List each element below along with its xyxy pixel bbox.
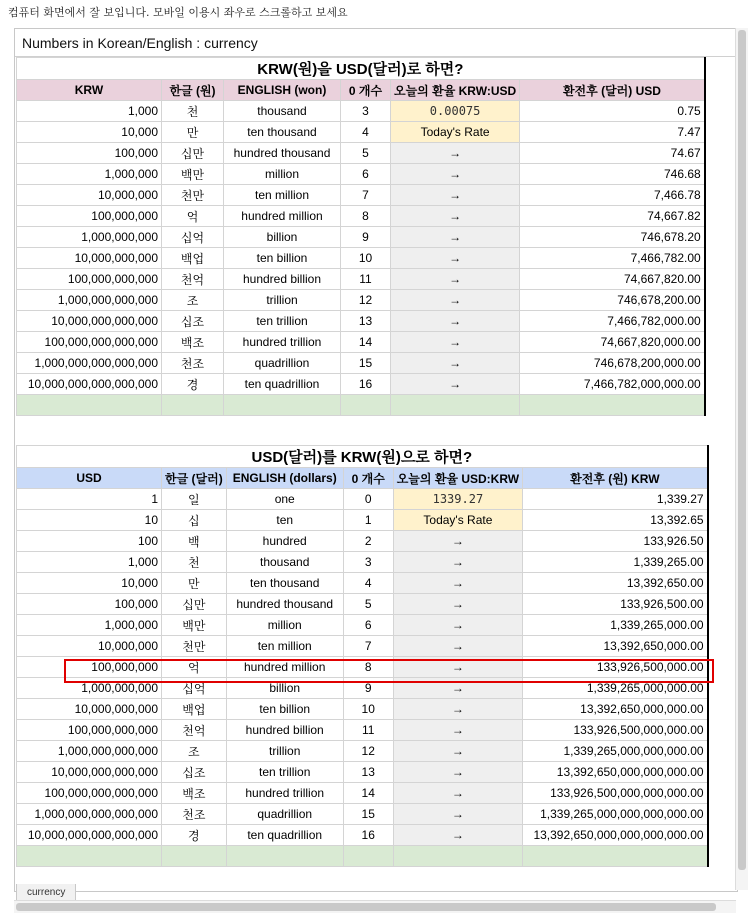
spacer-cell [393, 846, 522, 867]
table-row [17, 227, 705, 248]
zero-count-cell[interactable]: 4 [343, 573, 393, 594]
korean-cell[interactable]: 천 [162, 101, 224, 122]
exchange-rate-cell[interactable]: 0.00075 [391, 101, 520, 122]
arrow-cell[interactable]: → [393, 531, 522, 552]
korean-cell[interactable]: 경 [162, 825, 227, 846]
zero-count-cell[interactable]: 16 [341, 374, 391, 395]
english-cell[interactable]: ten quadrillion [224, 374, 341, 395]
converted-cell[interactable]: 7,466,782,000.00 [520, 311, 705, 332]
table-row [17, 804, 708, 825]
amount-cell[interactable]: 10 [17, 510, 162, 531]
converted-cell[interactable]: 7,466,782,000,000.00 [520, 374, 705, 395]
spacer-cell [17, 846, 162, 867]
korean-cell[interactable]: 십억 [162, 227, 224, 248]
table-row [17, 122, 705, 143]
zero-count-cell[interactable]: 14 [341, 332, 391, 353]
table-row [17, 678, 708, 699]
amount-cell[interactable]: 10,000,000 [17, 636, 162, 657]
zero-count-cell[interactable]: 5 [341, 143, 391, 164]
korean-cell[interactable]: 십 [162, 510, 227, 531]
arrow-cell[interactable]: → [393, 615, 522, 636]
english-cell[interactable]: ten thousand [226, 573, 343, 594]
korean-cell[interactable]: 천조 [162, 804, 227, 825]
amount-cell[interactable]: 1,000,000,000 [17, 678, 162, 699]
korean-cell[interactable]: 천 [162, 552, 227, 573]
zero-count-cell[interactable]: 8 [341, 206, 391, 227]
korean-cell[interactable]: 백업 [162, 248, 224, 269]
english-cell[interactable]: billion [226, 678, 343, 699]
arrow-cell[interactable]: → [391, 143, 520, 164]
zero-count-cell[interactable]: 15 [341, 353, 391, 374]
english-cell[interactable]: hundred trillion [226, 783, 343, 804]
spacer-cell [162, 395, 224, 416]
english-cell[interactable]: ten thousand [224, 122, 341, 143]
english-cell[interactable]: one [226, 489, 343, 510]
converted-cell[interactable]: 133,926,500,000,000.00 [523, 720, 708, 741]
amount-cell[interactable]: 10,000 [17, 573, 162, 594]
converted-cell[interactable]: 1,339.27 [523, 489, 708, 510]
arrow-cell[interactable]: → [391, 248, 520, 269]
zero-count-cell[interactable]: 8 [343, 657, 393, 678]
english-cell[interactable]: hundred million [226, 657, 343, 678]
table-row [17, 311, 705, 332]
exchange-rate-cell[interactable]: 1339.27 [393, 489, 522, 510]
col-header: ENGLISH (dollars) [226, 468, 343, 489]
converted-cell[interactable]: 13,392,650,000.00 [523, 636, 708, 657]
table-row [17, 290, 705, 311]
table-row [17, 762, 708, 783]
converted-cell[interactable]: 13,392,650,000,000,000,000.00 [523, 825, 708, 846]
spacer-cell [224, 395, 341, 416]
korean-cell[interactable]: 십조 [162, 762, 227, 783]
usd-section-title: USD(달러)를 KRW(원)으로 하면? [17, 446, 708, 468]
english-cell[interactable]: ten billion [224, 248, 341, 269]
table-row [17, 332, 705, 353]
arrow-cell[interactable]: → [393, 657, 522, 678]
spacer-cell [17, 395, 162, 416]
converted-cell[interactable]: 1,339,265.00 [523, 552, 708, 573]
amount-cell[interactable]: 1,000 [17, 101, 162, 122]
zero-count-cell[interactable]: 3 [341, 101, 391, 122]
korean-cell[interactable]: 만 [162, 122, 224, 143]
arrow-cell[interactable]: → [391, 290, 520, 311]
converted-cell[interactable]: 13,392,650,000,000,000.00 [523, 762, 708, 783]
col-header: 환전후 (달러) USD [520, 80, 705, 101]
arrow-cell[interactable]: → [393, 720, 522, 741]
table-row [17, 594, 708, 615]
spacer-row [17, 846, 708, 867]
english-cell[interactable]: hundred billion [224, 269, 341, 290]
amount-cell[interactable]: 1,000,000,000,000,000 [17, 804, 162, 825]
table-row [17, 269, 705, 290]
english-cell[interactable]: hundred thousand [224, 143, 341, 164]
amount-cell[interactable]: 1,000,000 [17, 164, 162, 185]
zero-count-cell[interactable]: 13 [343, 762, 393, 783]
zero-count-cell[interactable]: 11 [343, 720, 393, 741]
amount-cell[interactable]: 100 [17, 531, 162, 552]
table-row [17, 531, 708, 552]
arrow-cell[interactable]: → [393, 783, 522, 804]
table-row [17, 248, 705, 269]
sheet-tab-currency[interactable]: currency [16, 884, 76, 901]
english-cell[interactable]: ten [226, 510, 343, 531]
arrow-cell[interactable]: → [391, 374, 520, 395]
converted-cell[interactable]: 7,466.78 [520, 185, 705, 206]
zero-count-cell[interactable]: 12 [343, 741, 393, 762]
zero-count-cell[interactable]: 6 [343, 615, 393, 636]
korean-cell[interactable]: 십만 [162, 143, 224, 164]
zero-count-cell[interactable]: 13 [341, 311, 391, 332]
korean-cell[interactable]: 조 [162, 741, 227, 762]
spacer-cell [226, 846, 343, 867]
amount-cell[interactable]: 100,000,000 [17, 206, 162, 227]
sheet-title: Numbers in Korean/English : currency [15, 29, 737, 57]
amount-cell[interactable]: 100,000,000,000 [17, 269, 162, 290]
table-row [17, 699, 708, 720]
converted-cell[interactable]: 1,339,265,000,000,000,000.00 [523, 804, 708, 825]
table-row [17, 657, 708, 678]
zero-count-cell[interactable]: 3 [343, 552, 393, 573]
table-row [17, 206, 705, 227]
amount-cell[interactable]: 1,000,000,000,000 [17, 290, 162, 311]
amount-cell[interactable]: 10,000,000,000,000,000 [17, 825, 162, 846]
zero-count-cell[interactable]: 12 [341, 290, 391, 311]
table-row [17, 720, 708, 741]
spacer-row [17, 395, 705, 416]
amount-cell[interactable]: 1 [17, 489, 162, 510]
table-row [17, 783, 708, 804]
arrow-cell[interactable]: → [393, 552, 522, 573]
english-cell[interactable]: hundred trillion [224, 332, 341, 353]
english-cell[interactable]: ten trillion [224, 311, 341, 332]
zero-count-cell[interactable]: 1 [343, 510, 393, 531]
korean-cell[interactable]: 천조 [162, 353, 224, 374]
table-row [17, 741, 708, 762]
table-row [17, 552, 708, 573]
amount-cell[interactable]: 10,000,000,000 [17, 248, 162, 269]
zero-count-cell[interactable]: 9 [341, 227, 391, 248]
converted-cell[interactable]: 1,339,265,000,000.00 [523, 678, 708, 699]
converted-cell[interactable]: 74,667,820,000.00 [520, 332, 705, 353]
arrow-cell[interactable]: → [391, 206, 520, 227]
horizontal-scrollbar[interactable] [14, 900, 736, 913]
col-header: 0 개수 [343, 468, 393, 489]
todays-rate-label[interactable]: Today's Rate [393, 510, 522, 531]
spacer-cell [162, 846, 227, 867]
converted-cell[interactable]: 746.68 [520, 164, 705, 185]
converted-cell[interactable]: 74,667.82 [520, 206, 705, 227]
amount-cell[interactable]: 1,000,000,000,000 [17, 741, 162, 762]
converted-cell[interactable]: 13,392,650,000,000.00 [523, 699, 708, 720]
zero-count-cell[interactable]: 14 [343, 783, 393, 804]
arrow-cell[interactable]: → [393, 699, 522, 720]
english-cell[interactable]: ten million [224, 185, 341, 206]
english-cell[interactable]: million [226, 615, 343, 636]
arrow-cell[interactable]: → [393, 594, 522, 615]
english-cell[interactable]: thousand [224, 101, 341, 122]
usd-to-krw-table [16, 445, 709, 867]
table-row [17, 615, 708, 636]
zero-count-cell[interactable]: 6 [341, 164, 391, 185]
english-cell[interactable]: hundred billion [226, 720, 343, 741]
arrow-cell[interactable]: → [393, 678, 522, 699]
spacer-cell [341, 395, 391, 416]
korean-cell[interactable]: 천만 [162, 636, 227, 657]
korean-cell[interactable]: 백조 [162, 332, 224, 353]
english-cell[interactable]: ten billion [226, 699, 343, 720]
amount-cell[interactable]: 100,000,000 [17, 657, 162, 678]
table-row [17, 374, 705, 395]
amount-cell[interactable]: 1,000 [17, 552, 162, 573]
arrow-cell[interactable]: → [393, 762, 522, 783]
col-header: 0 개수 [341, 80, 391, 101]
table-row [17, 573, 708, 594]
vertical-scrollbar[interactable] [735, 28, 748, 890]
english-cell[interactable]: hundred million [224, 206, 341, 227]
usd-header-row [17, 468, 708, 489]
converted-cell[interactable]: 746,678.20 [520, 227, 705, 248]
notice-text: 컴퓨터 화면에서 잘 보입니다. 모바일 이용시 좌우로 스크롤하고 보세요 [8, 6, 348, 19]
amount-cell[interactable]: 1,000,000 [17, 615, 162, 636]
converted-cell[interactable]: 1,339,265,000.00 [523, 615, 708, 636]
table-row [17, 489, 708, 510]
amount-cell[interactable]: 100,000,000,000,000 [17, 332, 162, 353]
english-cell[interactable]: hundred [226, 531, 343, 552]
todays-rate-label[interactable]: Today's Rate [391, 122, 520, 143]
amount-cell[interactable]: 100,000,000,000 [17, 720, 162, 741]
english-cell[interactable]: trillion [224, 290, 341, 311]
converted-cell[interactable]: 133,926.50 [523, 531, 708, 552]
amount-cell[interactable]: 10,000,000,000,000 [17, 762, 162, 783]
converted-cell[interactable]: 746,678,200,000.00 [520, 353, 705, 374]
amount-cell[interactable]: 1,000,000,000 [17, 227, 162, 248]
korean-cell[interactable]: 십만 [162, 594, 227, 615]
zero-count-cell[interactable]: 7 [341, 185, 391, 206]
converted-cell[interactable]: 1,339,265,000,000,000.00 [523, 741, 708, 762]
korean-cell[interactable]: 천억 [162, 269, 224, 290]
arrow-cell[interactable]: → [391, 227, 520, 248]
korean-cell[interactable]: 백업 [162, 699, 227, 720]
english-cell[interactable]: thousand [226, 552, 343, 573]
converted-cell[interactable]: 13,392,650.00 [523, 573, 708, 594]
scrollbar-thumb[interactable] [16, 903, 716, 911]
korean-cell[interactable]: 십억 [162, 678, 227, 699]
korean-cell[interactable]: 천억 [162, 720, 227, 741]
arrow-cell[interactable]: → [391, 164, 520, 185]
arrow-cell[interactable]: → [393, 804, 522, 825]
arrow-cell[interactable]: → [391, 269, 520, 290]
spacer-cell [523, 846, 708, 867]
arrow-cell[interactable]: → [393, 636, 522, 657]
amount-cell[interactable]: 100,000 [17, 143, 162, 164]
english-cell[interactable]: million [224, 164, 341, 185]
zero-count-cell[interactable]: 4 [341, 122, 391, 143]
converted-cell[interactable]: 746,678,200.00 [520, 290, 705, 311]
table-row [17, 636, 708, 657]
converted-cell[interactable]: 13,392.65 [523, 510, 708, 531]
english-cell[interactable]: ten million [226, 636, 343, 657]
korean-cell[interactable]: 일 [162, 489, 227, 510]
col-header: 오늘의 환율 USD:KRW [393, 468, 522, 489]
zero-count-cell[interactable]: 7 [343, 636, 393, 657]
col-header: USD [17, 468, 162, 489]
korean-cell[interactable]: 십조 [162, 311, 224, 332]
table-row [17, 101, 705, 122]
converted-cell[interactable]: 74.67 [520, 143, 705, 164]
scrollbar-thumb[interactable] [738, 30, 746, 870]
col-header: KRW [17, 80, 162, 101]
converted-cell[interactable]: 133,926,500.00 [523, 594, 708, 615]
spacer-cell [343, 846, 393, 867]
arrow-cell[interactable]: → [393, 741, 522, 762]
converted-cell[interactable]: 7.47 [520, 122, 705, 143]
korean-cell[interactable]: 억 [162, 206, 224, 227]
english-cell[interactable]: ten trillion [226, 762, 343, 783]
converted-cell[interactable]: 7,466,782.00 [520, 248, 705, 269]
spacer-cell [391, 395, 520, 416]
table-row [17, 143, 705, 164]
zero-count-cell[interactable]: 15 [343, 804, 393, 825]
korean-cell[interactable]: 경 [162, 374, 224, 395]
spreadsheet-frame [14, 28, 738, 892]
col-header: 한글 (원) [162, 80, 224, 101]
korean-cell[interactable]: 백조 [162, 783, 227, 804]
korean-cell[interactable]: 백 [162, 531, 227, 552]
amount-cell[interactable]: 10,000,000,000 [17, 699, 162, 720]
spacer-cell [520, 395, 705, 416]
arrow-cell[interactable]: → [393, 825, 522, 846]
krw-to-usd-table [16, 57, 706, 416]
amount-cell[interactable]: 100,000 [17, 594, 162, 615]
sheet-tab-bar [16, 884, 76, 900]
converted-cell[interactable]: 133,926,500,000.00 [523, 657, 708, 678]
korean-cell[interactable]: 만 [162, 573, 227, 594]
arrow-cell[interactable]: → [391, 311, 520, 332]
krw-section-title: KRW(원)을 USD(달러)로 하면? [17, 58, 705, 80]
amount-cell[interactable]: 10,000,000,000,000,000 [17, 374, 162, 395]
col-header: ENGLISH (won) [224, 80, 341, 101]
table-row [17, 185, 705, 206]
english-cell[interactable]: quadrillion [224, 353, 341, 374]
zero-count-cell[interactable]: 2 [343, 531, 393, 552]
amount-cell[interactable]: 10,000,000,000,000 [17, 311, 162, 332]
amount-cell[interactable]: 100,000,000,000,000 [17, 783, 162, 804]
zero-count-cell[interactable]: 16 [343, 825, 393, 846]
english-cell[interactable]: hundred thousand [226, 594, 343, 615]
arrow-cell[interactable]: → [391, 332, 520, 353]
krw-header-row [17, 80, 705, 101]
table-row [17, 510, 708, 531]
converted-cell[interactable]: 133,926,500,000,000,000.00 [523, 783, 708, 804]
korean-cell[interactable]: 천만 [162, 185, 224, 206]
amount-cell[interactable]: 1,000,000,000,000,000 [17, 353, 162, 374]
english-cell[interactable]: quadrillion [226, 804, 343, 825]
col-header: 오늘의 환율 KRW:USD [391, 80, 520, 101]
amount-cell[interactable]: 10,000,000 [17, 185, 162, 206]
converted-cell[interactable]: 74,667,820.00 [520, 269, 705, 290]
korean-cell[interactable]: 백만 [162, 615, 227, 636]
zero-count-cell[interactable]: 10 [343, 699, 393, 720]
col-header: 한글 (달러) [162, 468, 227, 489]
korean-cell[interactable]: 억 [162, 657, 227, 678]
table-row [17, 164, 705, 185]
zero-count-cell[interactable]: 11 [341, 269, 391, 290]
zero-count-cell[interactable]: 5 [343, 594, 393, 615]
english-cell[interactable]: trillion [226, 741, 343, 762]
table-row [17, 353, 705, 374]
zero-count-cell[interactable]: 0 [343, 489, 393, 510]
korean-cell[interactable]: 조 [162, 290, 224, 311]
korean-cell[interactable]: 백만 [162, 164, 224, 185]
arrow-cell[interactable]: → [391, 353, 520, 374]
english-cell[interactable]: ten quadrillion [226, 825, 343, 846]
table-row [17, 825, 708, 846]
amount-cell[interactable]: 10,000 [17, 122, 162, 143]
arrow-cell[interactable]: → [391, 185, 520, 206]
english-cell[interactable]: billion [224, 227, 341, 248]
zero-count-cell[interactable]: 9 [343, 678, 393, 699]
arrow-cell[interactable]: → [393, 573, 522, 594]
zero-count-cell[interactable]: 10 [341, 248, 391, 269]
converted-cell[interactable]: 0.75 [520, 101, 705, 122]
col-header: 환전후 (원) KRW [523, 468, 708, 489]
